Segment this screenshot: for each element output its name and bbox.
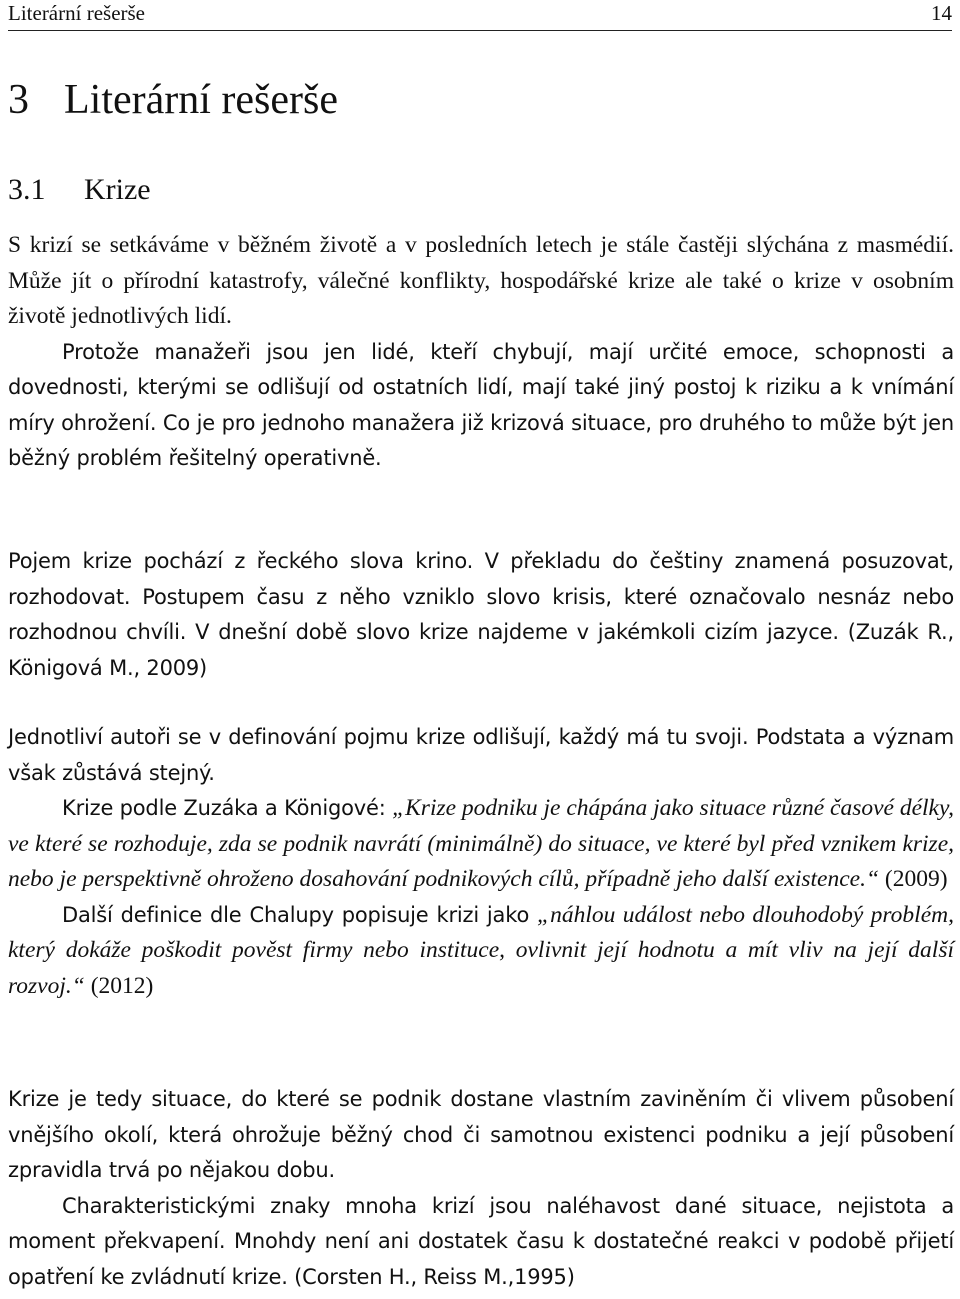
running-header [8, 0, 952, 31]
chapter-number: 3 [8, 77, 29, 123]
definition-lead: Další definice dle Chalupy popisuje krizi jako [62, 902, 538, 927]
section-heading [8, 170, 151, 210]
definition-citation: (2009) [879, 866, 948, 892]
paragraph: Protože manažeři jsou jen lidé, kteří chybují, mají určité emoce, schopnosti a dovednosti, kterými se odlišují od ostatních lidí, mají také jiný postoj k riziku a k vnímání míry ohrožení. Co je pro jednoho manažera již krizová situace, pro druhého to může být jen běžný problém řešitelný operativně. [8, 339, 954, 470]
definition-quote: „Krize podniku je chápána jako situace různé časové délky, ve které se rozhoduje, zda se podnik navrátí (minimálně) do situace, ve které byl před vznikem krize, nebo je perspektivně ohroženo dosahování podnikových cílů, případně jeho další existence.“ [8, 795, 954, 892]
definition-paragraph [8, 791, 954, 898]
page-number: 14 [931, 1, 952, 25]
chapter-title: Literární rešerše [64, 77, 339, 123]
running-title: Literární rešerše [8, 1, 146, 25]
paragraph: S krizí se setkáváme v běžném životě a v posledních letech je stále častěji slýchána z masmédií. Může jít o přírodní katastrofy, válečné konflikty, hospodářské krize ale také o krize v osobním životě jednotlivých lidí. [8, 232, 954, 329]
text-block-summary [8, 1082, 954, 1295]
paragraph: Pojem krize pochází z řeckého slova krino. V překladu do češtiny znamená posuzovat, rozhodovat. Postupem času z něho vzniklo slovo krisis, které označovalo nesnáz nebo rozhodnou chvíli. V dnešní době slovo krize najdeme v jakémkoli cizím jazyce. (Zuzák R., Königová M., 2009) [8, 549, 954, 680]
chapter-heading [8, 74, 338, 126]
paragraph: Charakteristickými znaky mnoha krizí jsou naléhavost dané situace, nejistota a moment překvapení. Mnohdy není ani dostatek času k dostatečné reakci v podobě přijetí opatření ke zvládnutí krize. (Corsten H., Reiss M.,1995) [8, 1193, 954, 1289]
text-block-intro [8, 228, 954, 477]
definition-citation: (2012) [84, 972, 154, 999]
paragraph: Jednotliví autoři se v definování pojmu krize odlišují, každý má tu svoji. Podstata a význam však zůstává stejný. [8, 725, 954, 785]
section-title: Krize [84, 173, 151, 206]
definition-paragraph [8, 898, 954, 1005]
section-number: 3.1 [8, 173, 46, 206]
definition-quote: „náhlou událost nebo dlouhodobý problém, který dokáže poškodit pověst firmy nebo instituce, ovlivnit její hodnotu a mít vliv na její další rozvoj.“ [8, 901, 954, 999]
definition-lead: Krize podle Zuzáka a Königové: [62, 796, 393, 820]
paragraph: Krize je tedy situace, do které se podnik dostane vlastním zaviněním či vlivem působení vnějšího okolí, která ohrožuje běžný chod či samotnou existenci podniku a její působení zpravidla trvá po nějakou dobu. [8, 1087, 954, 1182]
text-block-definitions [8, 720, 954, 1004]
text-block-etymology [8, 544, 954, 686]
